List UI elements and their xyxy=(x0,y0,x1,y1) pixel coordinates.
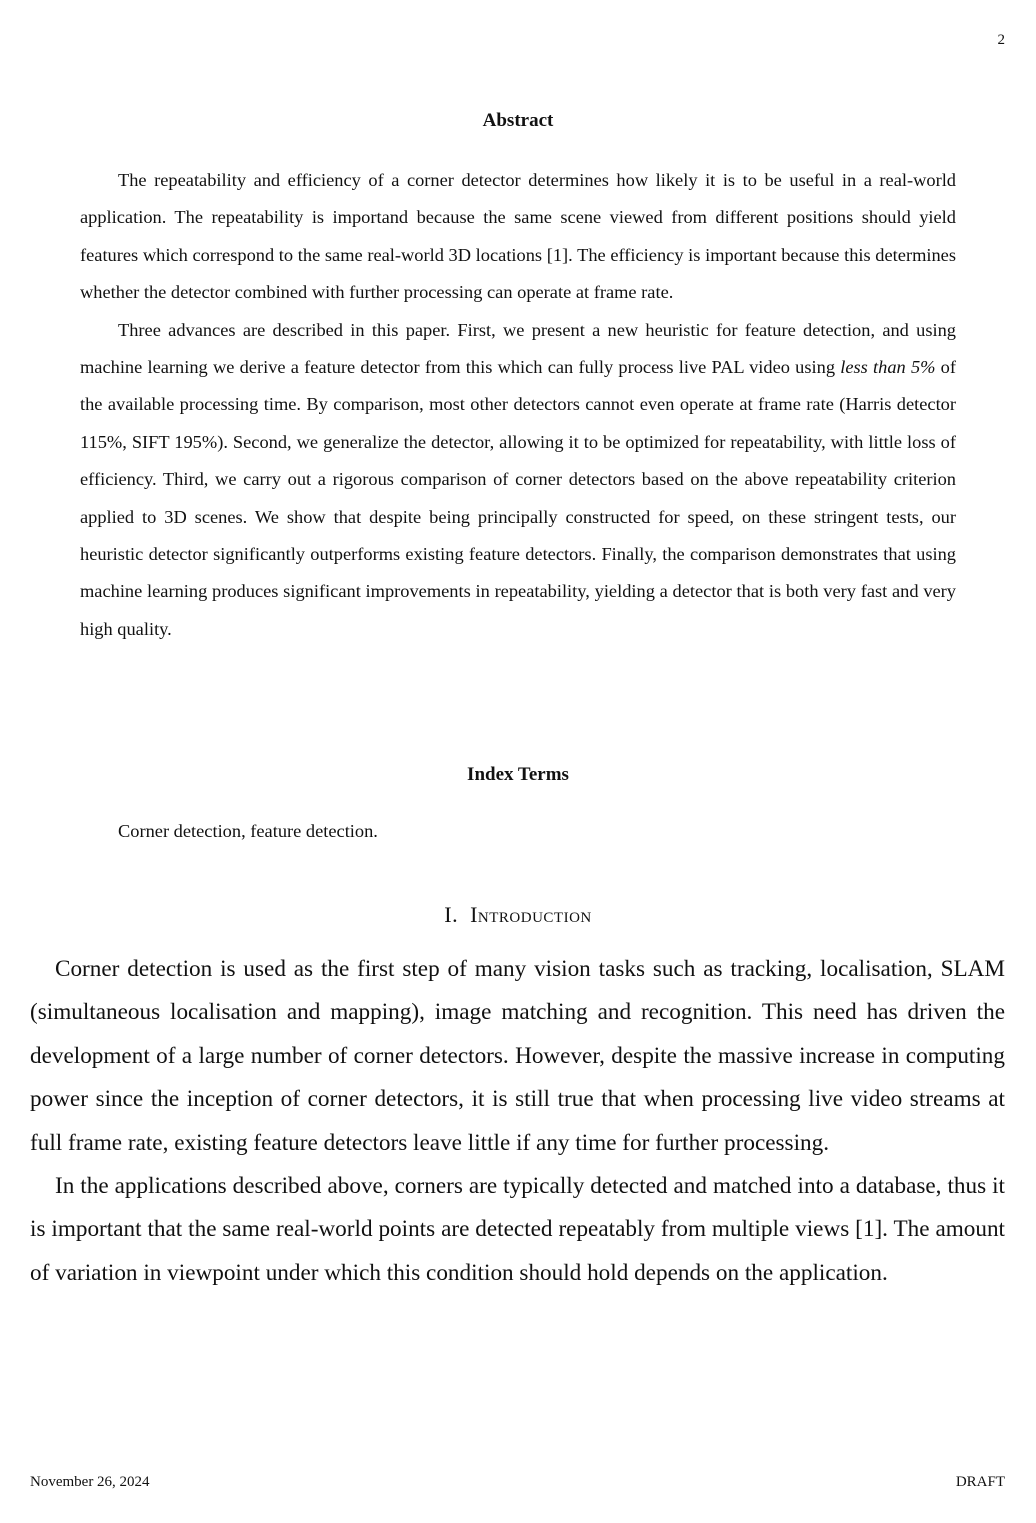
section-heading-introduction xyxy=(0,902,1036,928)
section-title: Introduction xyxy=(470,902,592,927)
footer-draft-label: DRAFT xyxy=(955,1474,1005,1490)
section-numeral: I. xyxy=(444,902,459,927)
introduction-body xyxy=(30,948,1005,1295)
abstract-emphasis: less than 5% xyxy=(840,357,936,378)
abstract-body xyxy=(80,162,956,648)
introduction-paragraph-1: Corner detection is used as the first step of many vision tasks such as tracking, localisation, SLAM (simultaneous localisation and mapping), image matching and recognition. This need has driven the development of a large number of corner detectors. However, despite the massive increase in computing power since the inception of corner detectors, it is still true that when processing live video streams at full frame rate, existing feature detectors leave little if any time for further processing. xyxy=(30,956,1005,1156)
index-terms-text: Corner detection, feature detection. xyxy=(118,821,378,841)
abstract-paragraph-2 xyxy=(80,312,956,649)
abstract-heading: Abstract xyxy=(482,110,554,131)
abstract-paragraph-2-end: of the available processing time. By comparison, most other detectors cannot even operate at frame rate (Harris detector 115%, SIFT 195%). Second, we generalize the detector, allowing it to be optimized for repeatability, with little loss of efficiency. Third, we carry out a rigorous comparison of corner detectors based on the above repeatability criterion applied to 3D scenes. We show that despite being principally constructed for speed, on these stringent tests, our heuristic detector significantly outperforms existing feature detectors. Finally, the comparison demonstrates that using machine learning produces significant improvements in repeatability, yielding a detector that is both very fast and very high quality. xyxy=(80,357,956,639)
abstract-paragraph-2-start: Three advances are described in this paper. First, we present a new heuristic for feature detection, and using machine learning we derive a feature detector from this which can fully process live PAL video using xyxy=(80,319,956,378)
footer-date: November 26, 2024 xyxy=(30,1474,150,1490)
index-terms-heading: Index Terms xyxy=(467,764,569,785)
abstract-paragraph-1: The repeatability and efficiency of a corner detector determines how likely it is to be useful in a real-world application. The repeatability is importand because the same scene viewed from different positions should yield features which correspond to the same real-world 3D locations [1]. The efficiency is important because this determines whether the detector combined with further processing can operate at frame rate. xyxy=(80,170,956,303)
page-number: 2 xyxy=(997,32,1005,48)
introduction-paragraph-2: In the applications described above, corners are typically detected and matched into a database, thus it is important that the same real-world points are detected repeatably from multiple views [1]. The amount of variation in viewpoint under which this condition should hold depends on the application. xyxy=(30,1173,1005,1286)
